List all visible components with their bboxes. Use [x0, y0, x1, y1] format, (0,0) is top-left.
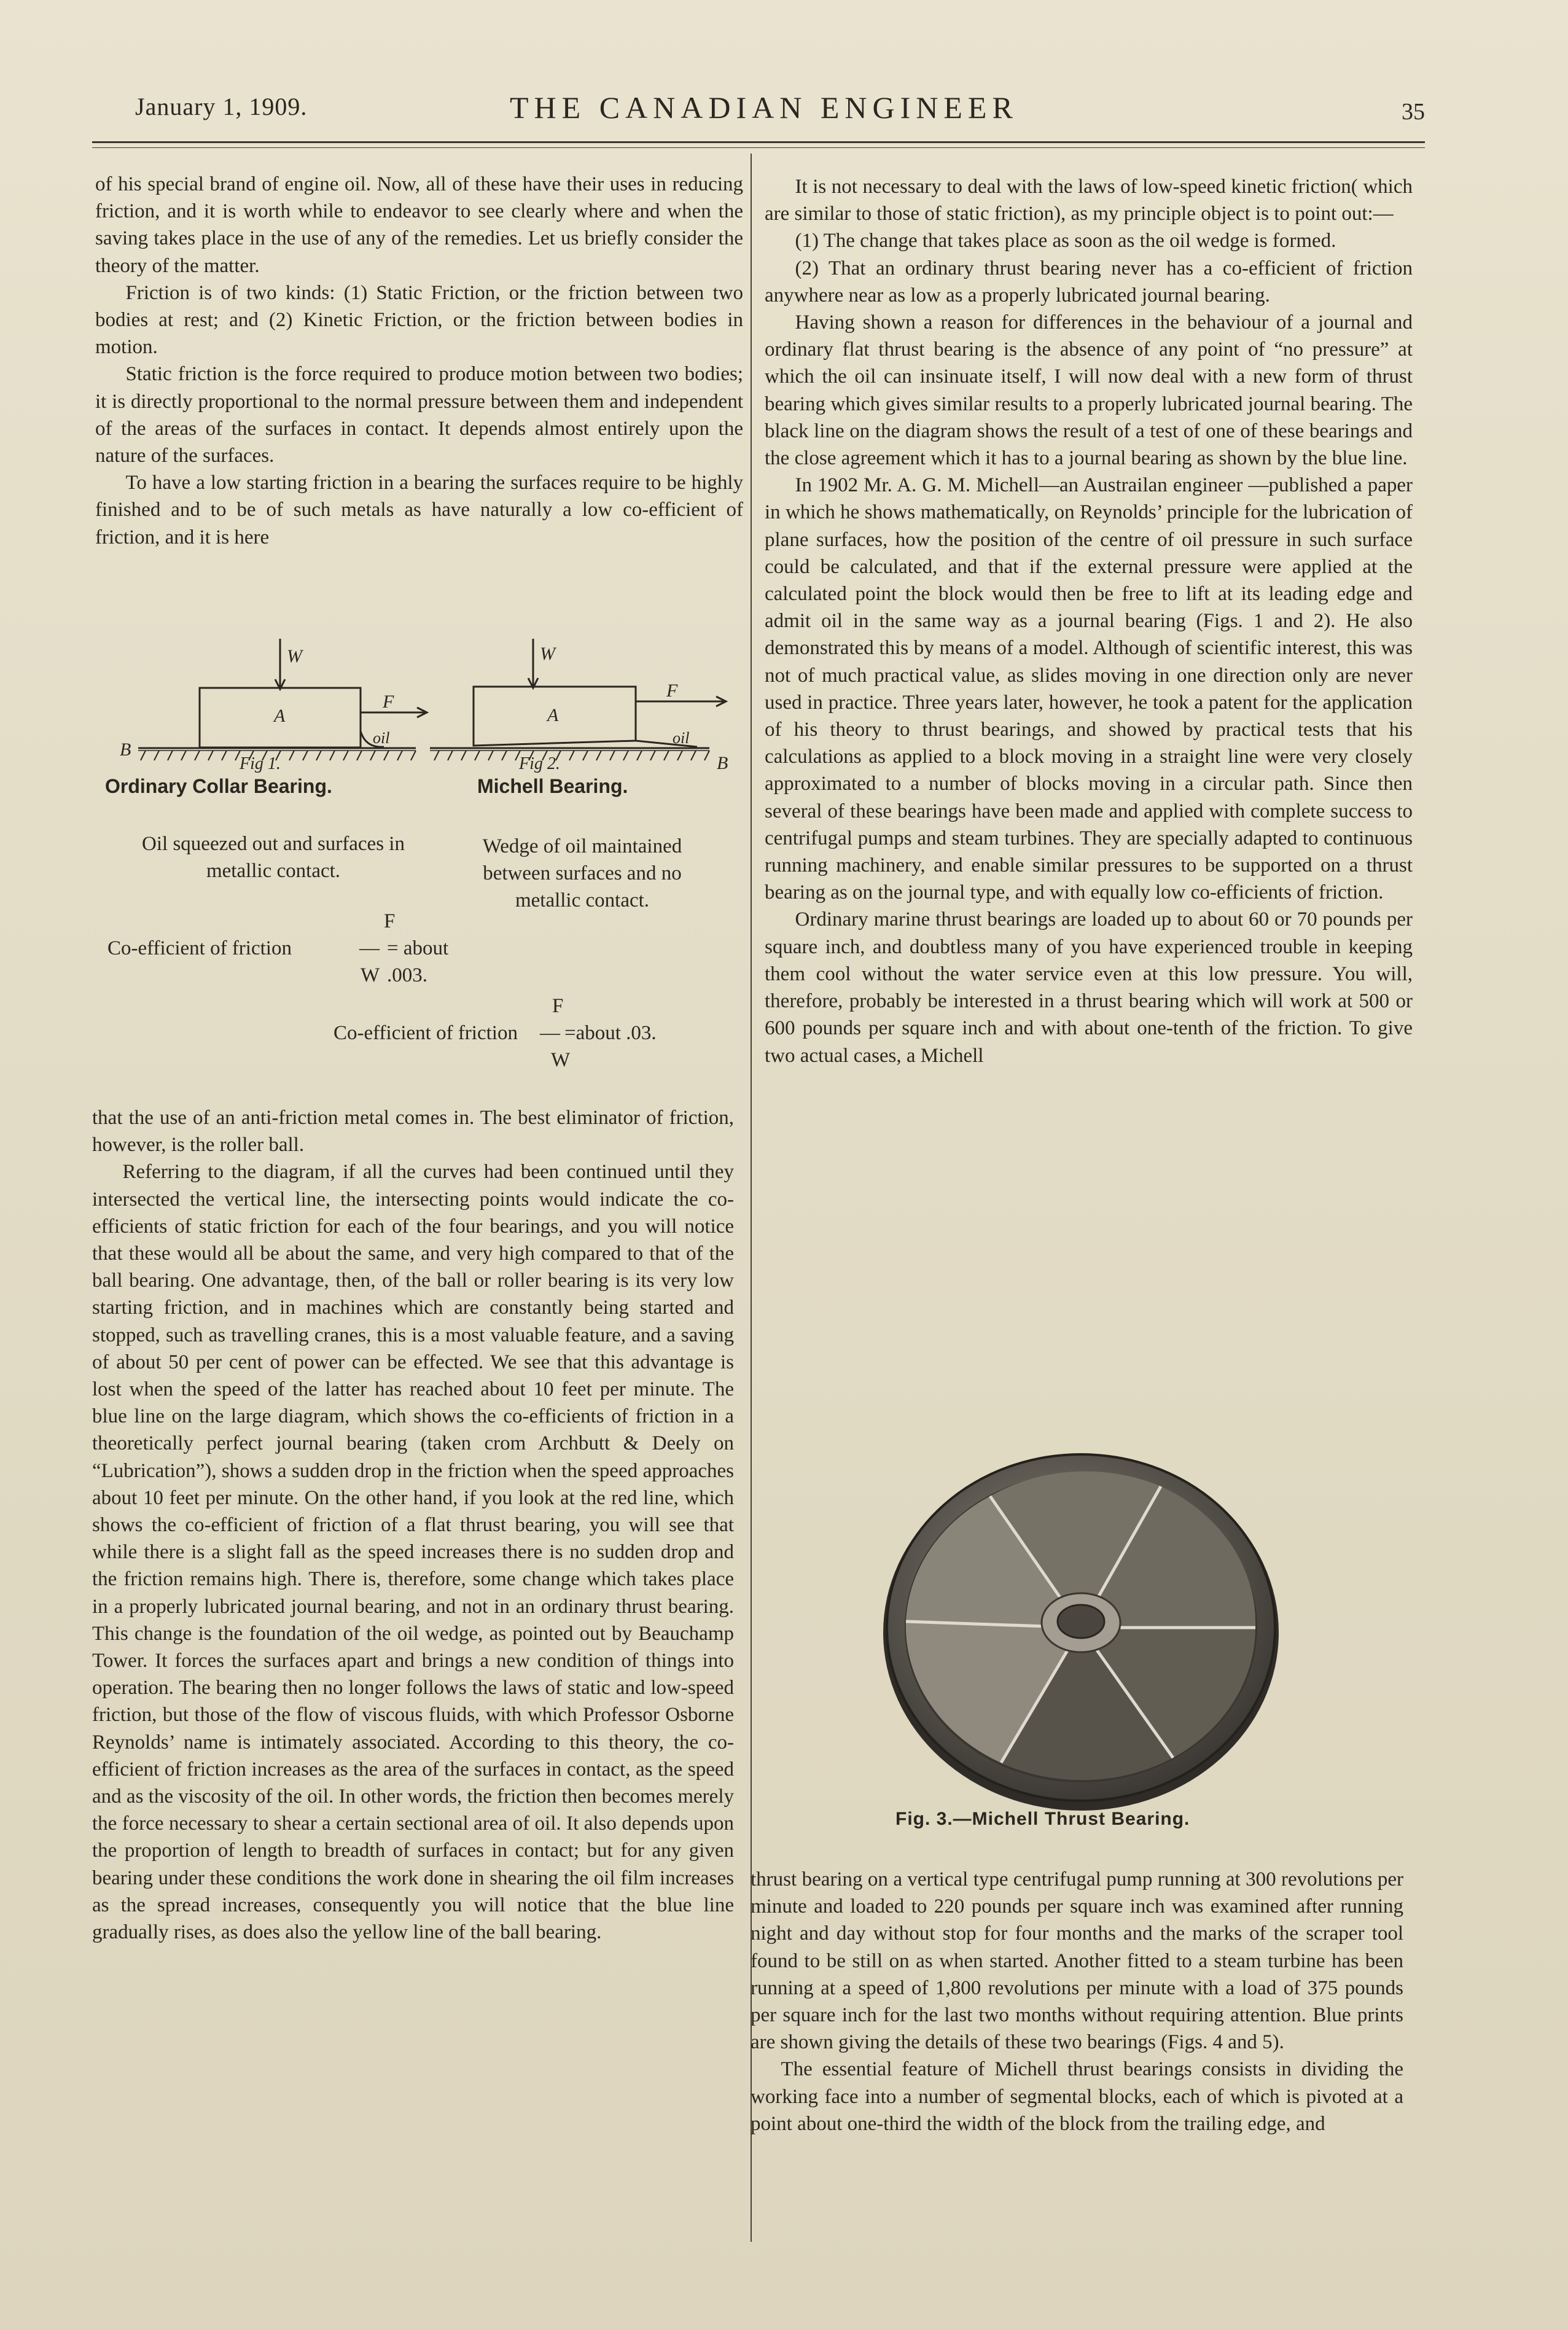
figure-3 [878, 1443, 1284, 1812]
fig2-note: Wedge of oil maintained between surfaces and no metallic contact. [482, 835, 682, 911]
left-column-bottom [92, 1104, 734, 1946]
paragraph: The essential feature of Michell thrust bearings consists in dividing the working face into a number of segmental blocks, each of which is pivoted at a point about one-third the width of the block from the trailing edge, and [751, 2058, 1403, 2135]
left-column-top [95, 171, 743, 551]
fig2-label-a: A [547, 705, 559, 725]
thrust-bearing-photo [878, 1443, 1284, 1812]
page-number: 35 [1402, 99, 1425, 125]
hatching [141, 751, 709, 760]
paragraph: of his special brand of engine oil. Now, all of these have their uses in reducing friction, and it is worth while to endeavor to see clearly where and when the saving takes place in the use of any of the remedies. Let us briefly consider the theory of the matter. [95, 173, 743, 277]
formula2-numerator: F [552, 995, 564, 1017]
fig1-label-b: B [120, 739, 131, 760]
header-rule-thin [92, 147, 1425, 148]
header-rule [92, 141, 1425, 143]
formula2-denominator: W [551, 1049, 571, 1071]
paragraph: Ordinary marine thrust bearings are loaded up to about 60 or 70 pounds per square inch, and doubtless many of you have experienced trouble in keeping them cool without the water service even at this low pressure. You will, therefore, probably be interested in a thrust bearing which will work at 500 or 600 pounds per square inch and with about one-tenth of the friction. To give two actual cases, a Michell [765, 908, 1413, 1067]
fig3-caption: Fig. 3.—Michell Thrust Bearing. [895, 1809, 1190, 1829]
fig1-caption: Ordinary Collar Bearing. [105, 775, 332, 797]
fig2-label-w: W [540, 644, 555, 664]
formula1-prefix: Co-efficient of friction [107, 937, 292, 959]
fig2-label-oil: oil [673, 729, 690, 747]
fig2-number: Fig 2. [519, 754, 560, 773]
right-column-top [765, 173, 1413, 1069]
bearing-bore [1058, 1605, 1104, 1638]
formula2-value: =about .03. [564, 1022, 657, 1044]
paragraph: Having shown a reason for differences in the behaviour of a journal and ordinary flat thrust bearing is the absence of any point of “no pressure” at which the oil can insinuate itself, I will now deal with a new form of thrust bearing which gives similar results to a properly lubricated journal bearing. The black line on the diagram shows the result of a test of one of these bearings and the close agreement which it has to a journal bearing as shown by the blue line. [765, 311, 1413, 470]
formula1-value: = about .003. [387, 937, 449, 986]
formula-2 [333, 993, 714, 1091]
bearing-diagrams [95, 633, 746, 829]
paragraph: Static friction is the force required to produce motion between two bodies; it is directly proportional to the normal pressure between them and independent of the areas of the surfaces in contact. It depends almost entirely upon the nature of the surfaces. [95, 363, 743, 467]
paragraph: In 1902 Mr. A. G. M. Michell—an Austrailan engineer —published a paper in which he shows mathematically, on Reynolds’ principle for the lubrication of plane surfaces, how the position of the centre of oil pressure in such surface could be calculated, and that if the external pressure were applied at the calculated point the block would then be free to lift at its leading edge and admit oil in the same way as a journal bearing (Figs. 1 and 2). He also demonstrated this by means of a model. Although of scientific interest, this was not of much practical value, as slides moving in one direction only are never used in practice. Three years later, however, he took a patent for the application of his theory to thrust bearings, and showed by practical tests that his calculations as applied to a block moving in a straight line were very closely approximated to a number of blocks moving in a circular path. Since then several of these bearings have been made and applied with complete success to centrifugal pumps and steam turbines. They are specially adapted to continuous running machinery, and enable similar pressures to be supported on a thrust bearing as on the journal type, and with equally low co-efficients of friction. [765, 474, 1413, 904]
fig1-note: Oil squeezed out and surfaces in metallic contact. [142, 833, 405, 882]
formula1-numerator: F [384, 910, 396, 932]
paragraph: (2) That an ordinary thrust bearing never has a co-efficient of friction anywhere near as low as a properly lubricated journal bearing. [765, 257, 1413, 306]
fig1-number: Fig 1. [240, 754, 281, 773]
fig2-label-b: B [717, 753, 728, 773]
publication-title: THE CANADIAN ENGINEER [510, 90, 1018, 125]
fig1-label-w: W [287, 646, 302, 666]
paragraph: To have a low starting friction in a bearing the surfaces require to be highly finished and to be of such metals as have naturally a low co-efficient of friction, and it is here [95, 472, 743, 548]
fig1-label-oil: oil [373, 729, 390, 747]
formula1-denominator: W [361, 964, 380, 986]
paragraph: (1) The change that takes place as soon as the oil wedge is formed. [795, 230, 1336, 252]
fig2-label-f: F [666, 681, 678, 701]
paragraph: that the use of an anti-friction metal comes in. The best eliminator of friction, however, is the roller ball. [92, 1107, 734, 1157]
formula1-bar: — [359, 937, 380, 959]
paragraph: It is not necessary to deal with the laws of low-speed kinetic friction( which are similar to those of static friction), as my principle object is to point out:— [765, 176, 1413, 225]
formula2-prefix: Co-efficient of friction [333, 1022, 518, 1044]
figure-1-2 [95, 633, 746, 1087]
running-head [135, 92, 1425, 135]
formula2-bar: — [540, 1022, 560, 1044]
fig1-label-f: F [383, 692, 394, 712]
fig1-label-a: A [274, 706, 286, 726]
issue-date: January 1, 1909. [135, 93, 308, 120]
right-column-bottom [751, 1866, 1403, 2137]
fig2-caption: Michell Bearing. [477, 775, 628, 797]
paragraph: Referring to the diagram, if all the curves had been continued until they intersected the vertical line, the intersecting points would indicate the co-efficients of static friction for each of the four bearings, and you will notice that these would all be about the same, and very high compared to that of the ball bearing. One advantage, then, of the ball or roller bearing is its very low starting friction, and in machines which are constantly being started and stopped, such as travelling cranes, this is a most valuable feature, and a saving of about 50 per cent of power can be effected. We see that this advantage is lost when the speed of the latter has reached about 10 feet per minute. The blue line on the large diagram, which shows the co-efficients of friction in a theoretically perfect journal bearing (taken crom Archbutt & Deely on “Lubrication”), shows a sudden drop in the friction when the speed approaches about 10 feet per minute. On the other hand, if you look at the red line, which shows the co-efficient of friction of a flat thrust bearing, you will see that while there is a slight fall as the speed increases there is no sudden drop and the friction remains high. There is, therefore, some change which takes place in a properly lubricated journal bearing, and not in an ordinary thrust bearing. This change is the foundation of the oil wedge, as pointed out by Beauchamp Tower. It forces the surfaces apart and brings a new condition of things into operation. The bearing then no longer follows the laws of static and low-speed friction, but those of the flow of viscous fluids, with which Professor Osborne Reynolds’ name is intimately associated. According to this theory, the co-efficient of friction increases as the area of the surfaces in contact, as the speed and as the viscosity of the oil. In other words, the friction then becomes merely the force necessary to shear a certain sectional area of oil. It also depends upon the proportion of length to breadth of surfaces in contact; but for any given bearing under these conditions the work done in shearing the oil film increases as the spread increases, consequently you will notice that the blue line gradually rises, as does also the yellow line of the ball bearing. [92, 1161, 734, 1944]
paragraph: Friction is of two kinds: (1) Static Friction, or the friction between two bodies at rest; and (2) Kinetic Friction, or the friction between bodies in motion. [95, 281, 743, 359]
paragraph: thrust bearing on a vertical type centrifugal pump running at 300 revolutions per minute and loaded to 220 pounds per square inch was examined after running night and day without stop for four months and the marks of the scraper tool found to be still on as when started. Another fitted to a steam turbine has been running at a speed of 1,800 revolutions per minute with a load of 375 pounds per square inch for the last two months without requiring attention. Blue prints are shown giving the details of these two bearings (Figs. 4 and 5). [751, 1868, 1403, 2054]
